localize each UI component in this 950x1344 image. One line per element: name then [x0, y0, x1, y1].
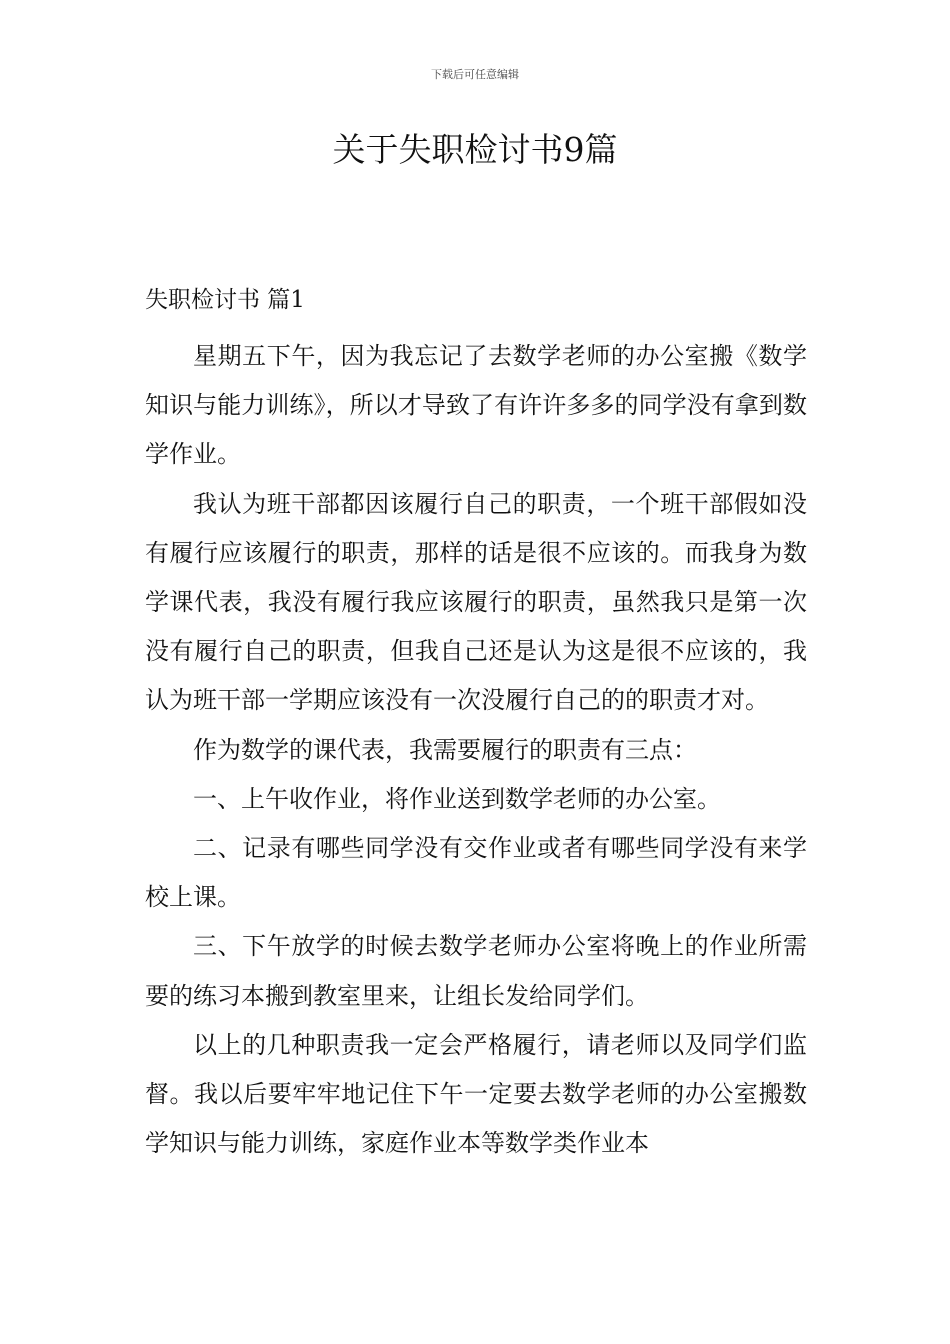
paragraph: 以上的几种职责我一定会严格履行，请老师以及同学们监督。我以后要牢牢地记住下午一定要去数学老师的办公室搬数学知识与能力训练，家庭作业本等数学类作业本 — [145, 1030, 807, 1158]
paragraph: 二、记录有哪些同学没有交作业或者有哪些同学没有来学校上课。 — [145, 834, 807, 912]
paragraph: 三、下午放学的时候去数学老师办公室将晚上的作业所需要的练习本搬到教室里来，让组长发给同学们。 — [145, 932, 807, 1010]
section-heading: 失职检讨书 篇1 — [145, 287, 305, 313]
document-title: 关于失职检讨书9篇 — [332, 130, 618, 169]
paragraph: 作为数学的课代表，我需要履行的职责有三点： — [193, 735, 697, 764]
document-body — [145, 332, 807, 1168]
paragraph: 我认为班干部都因该履行自己的职责，一个班干部假如没有履行应该履行的职责，那样的话是很不应该的。而我身为数学课代表，我没有履行我应该履行的职责，虽然我只是第一次没有履行自己的职责，但我自己还是认为这是很不应该的，我认为班干部一学期应该没有一次没履行自己的的职责才对。 — [145, 489, 807, 715]
paragraph: 一、上午收作业，将作业送到数学老师的办公室。 — [193, 784, 721, 813]
page-header-note: 下载后可任意编辑 — [431, 68, 519, 81]
paragraph: 星期五下午，因为我忘记了去数学老师的办公室搬《数学知识与能力训练》，所以才导致了有许许多多的同学没有拿到数学作业。 — [145, 342, 807, 469]
